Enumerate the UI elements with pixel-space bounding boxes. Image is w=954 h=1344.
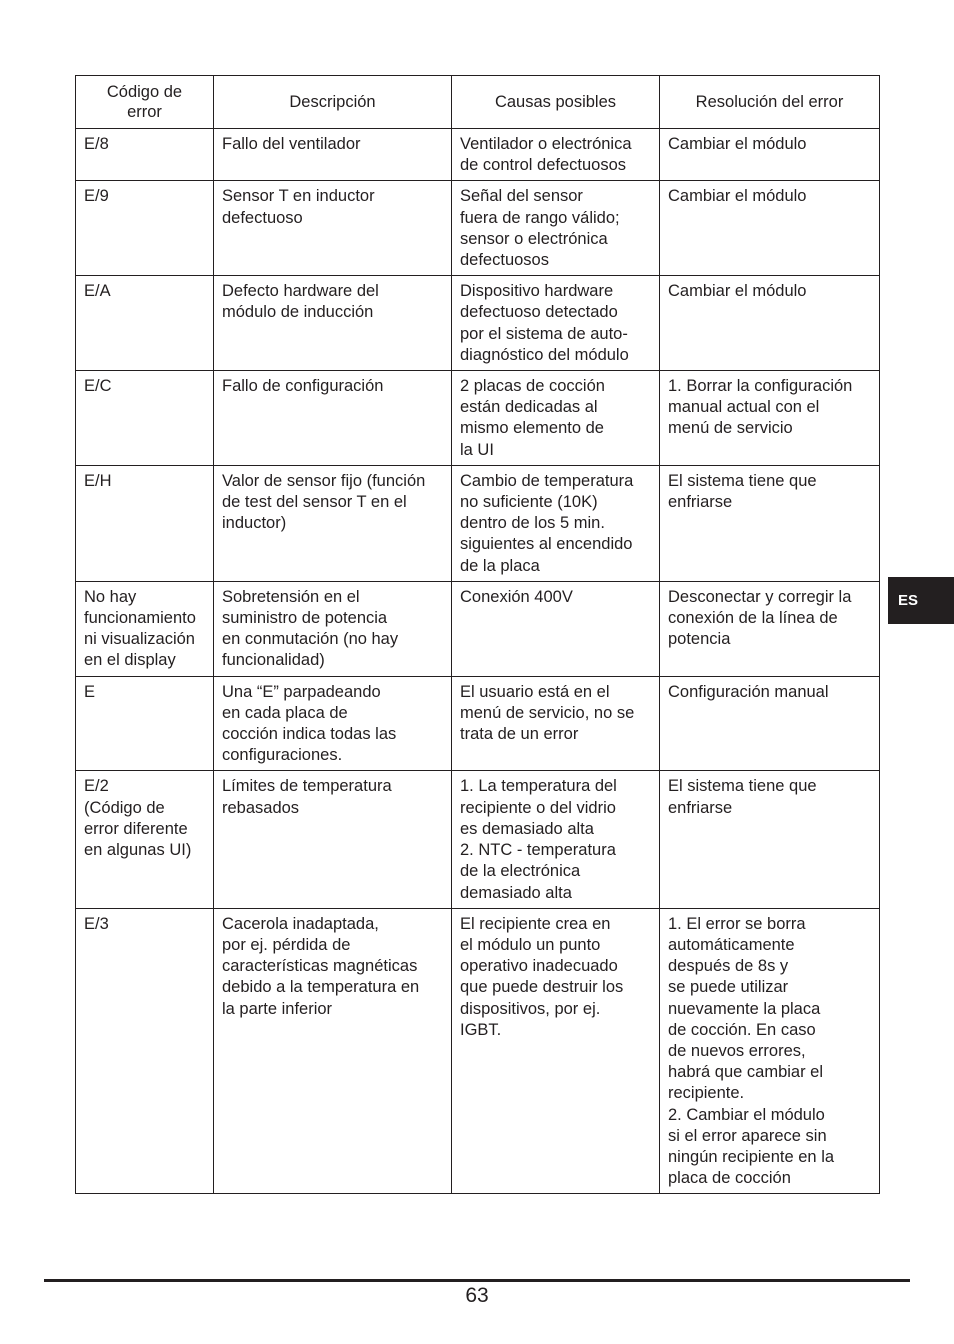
table-row bbox=[76, 371, 880, 466]
cell-code: E/8 bbox=[76, 129, 214, 181]
cell-description: Fallo del ventilador bbox=[214, 129, 452, 181]
table-row bbox=[76, 276, 880, 371]
table-row bbox=[76, 908, 880, 1194]
cell-resolution: 1. El error se borra automáticamente después de 8s y se puede utilizar nuevamente la placa de cocción. En caso de nuevos errores, habrá que cambiar el recipiente. 2. Cambiar el módulo si el error aparece sin ningún recipiente en la placa de cocción bbox=[660, 908, 880, 1194]
table-row bbox=[76, 129, 880, 181]
table-row bbox=[76, 771, 880, 908]
cell-code: E/H bbox=[76, 465, 214, 581]
table-row bbox=[76, 465, 880, 581]
cell-resolution: Cambiar el módulo bbox=[660, 129, 880, 181]
cell-resolution: El sistema tiene que enfriarse bbox=[660, 771, 880, 908]
header-possible-causes: Causas posibles bbox=[452, 76, 660, 129]
cell-code: E/A bbox=[76, 276, 214, 371]
table-header-row bbox=[76, 76, 880, 129]
table-row bbox=[76, 181, 880, 276]
cell-resolution: 1. Borrar la configuración manual actual con el menú de servicio bbox=[660, 371, 880, 466]
cell-causes: Cambio de temperatura no suficiente (10K) dentro de los 5 min. siguientes al encendido de la placa bbox=[452, 465, 660, 581]
cell-causes: El usuario está en el menú de servicio, no se trata de un error bbox=[452, 676, 660, 771]
cell-description: Sobretensión en el suministro de potencia en conmutación (no hay funcionalidad) bbox=[214, 581, 452, 676]
table-row bbox=[76, 676, 880, 771]
cell-code: E bbox=[76, 676, 214, 771]
cell-code: E/2 (Código de error diferente en algunas UI) bbox=[76, 771, 214, 908]
cell-causes: El recipiente crea en el módulo un punto operativo inadecuado que puede destruir los dispositivos, por ej. IGBT. bbox=[452, 908, 660, 1194]
cell-causes: Señal del sensor fuera de rango válido; sensor o electrónica defectuosos bbox=[452, 181, 660, 276]
page-number: 63 bbox=[465, 1284, 489, 1307]
cell-description: Límites de temperatura rebasados bbox=[214, 771, 452, 908]
cell-causes: 2 placas de cocción están dedicadas al mismo elemento de la UI bbox=[452, 371, 660, 466]
cell-resolution: Cambiar el módulo bbox=[660, 276, 880, 371]
cell-description: Sensor T en inductor defectuoso bbox=[214, 181, 452, 276]
error-code-table bbox=[75, 75, 880, 1194]
header-error-code: Código de error bbox=[76, 76, 214, 129]
footer-divider bbox=[44, 1279, 910, 1282]
header-description: Descripción bbox=[214, 76, 452, 129]
cell-description: Valor de sensor fijo (función de test del sensor T en el inductor) bbox=[214, 465, 452, 581]
cell-code: E/9 bbox=[76, 181, 214, 276]
cell-resolution: Configuración manual bbox=[660, 676, 880, 771]
cell-resolution: El sistema tiene que enfriarse bbox=[660, 465, 880, 581]
cell-causes: Ventilador o electrónica de control defectuosos bbox=[452, 129, 660, 181]
cell-code: No hay funcionamiento ni visualización en el display bbox=[76, 581, 214, 676]
cell-resolution: Cambiar el módulo bbox=[660, 181, 880, 276]
cell-causes: Dispositivo hardware defectuoso detectado por el sistema de auto- diagnóstico del módulo bbox=[452, 276, 660, 371]
cell-code: E/3 bbox=[76, 908, 214, 1194]
cell-code: E/C bbox=[76, 371, 214, 466]
cell-causes: 1. La temperatura del recipiente o del vidrio es demasiado alta 2. NTC - temperatura de la electrónica demasiado alta bbox=[452, 771, 660, 908]
cell-description: Defecto hardware del módulo de inducción bbox=[214, 276, 452, 371]
cell-description: Cacerola inadaptada, por ej. pérdida de características magnéticas debido a la temperatura en la parte inferior bbox=[214, 908, 452, 1194]
cell-resolution: Desconectar y corregir la conexión de la línea de potencia bbox=[660, 581, 880, 676]
cell-description: Una “E” parpadeando en cada placa de cocción indica todas las configuraciones. bbox=[214, 676, 452, 771]
header-error-resolution: Resolución del error bbox=[660, 76, 880, 129]
table-row bbox=[76, 581, 880, 676]
language-tab: ES bbox=[888, 577, 954, 624]
cell-description: Fallo de configuración bbox=[214, 371, 452, 466]
cell-causes: Conexión 400V bbox=[452, 581, 660, 676]
